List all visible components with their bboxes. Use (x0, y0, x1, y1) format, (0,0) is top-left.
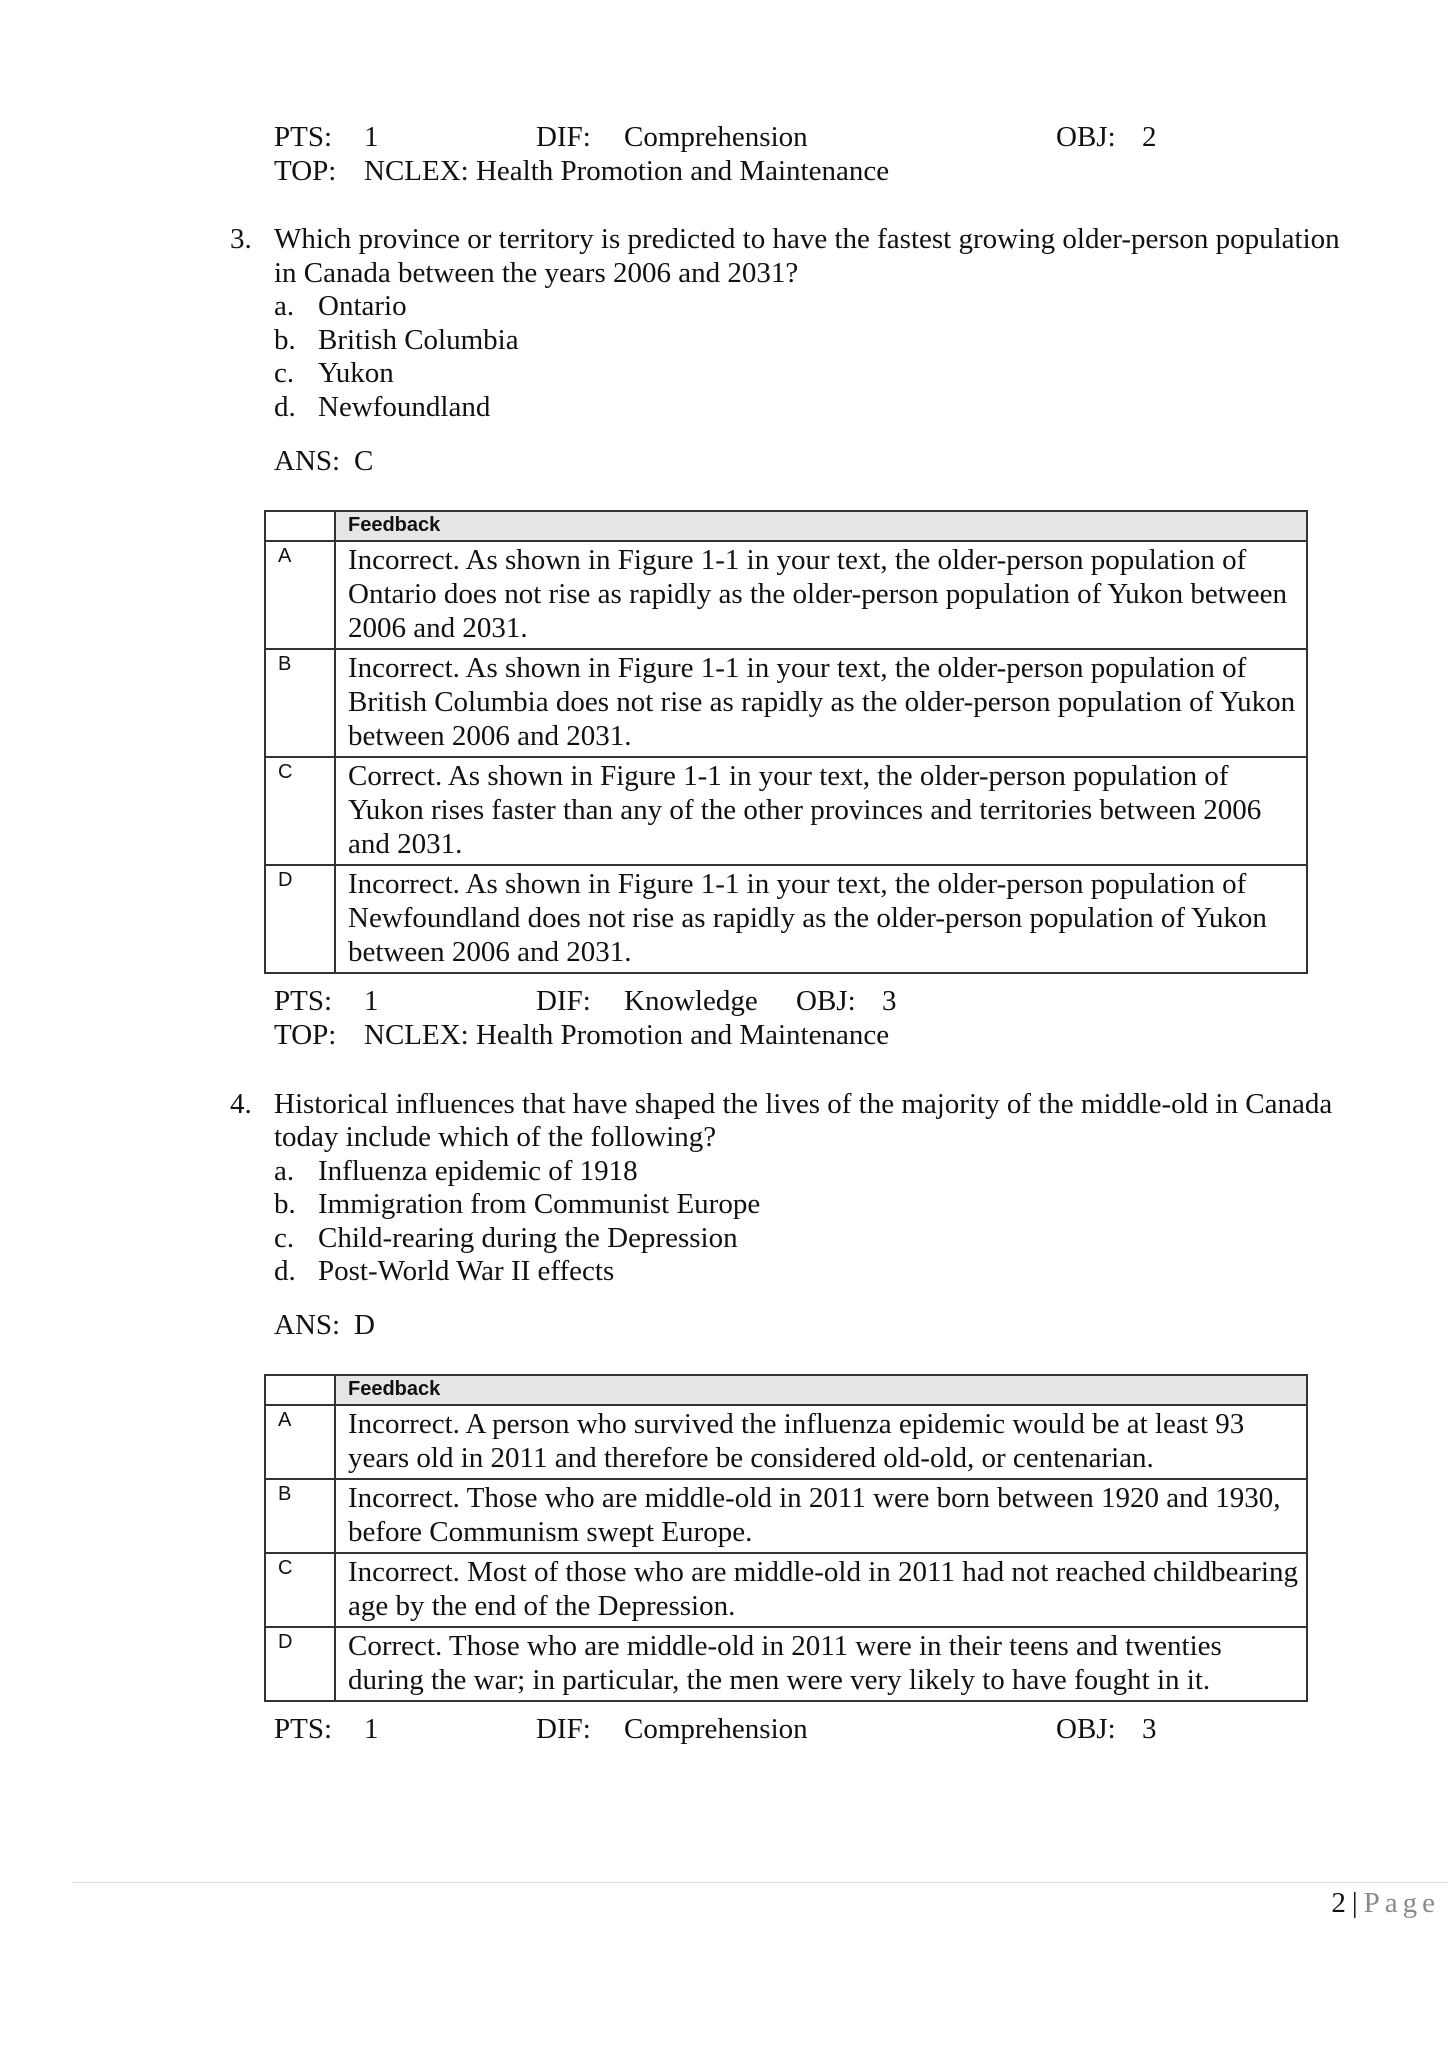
feedback-letter: D (265, 1627, 335, 1701)
dif-value: Comprehension (624, 121, 808, 153)
feedback-row (265, 1405, 1307, 1479)
feedback-header-row (265, 511, 1307, 541)
obj-label: OBJ: (796, 985, 856, 1017)
obj-label: OBJ: (1056, 1713, 1116, 1745)
option-text: Influenza epidemic of 1918 (318, 1155, 638, 1187)
question-stem: today include which of the following? (274, 1121, 717, 1153)
option-letter: d. (274, 1255, 296, 1287)
question-number: 4. (230, 1088, 252, 1120)
option-text: Immigration from Communist Europe (318, 1188, 761, 1220)
answer-value: D (354, 1309, 375, 1341)
dif-label: DIF: (536, 1713, 591, 1745)
dif-value: Comprehension (624, 1713, 808, 1745)
feedback-letter: B (265, 649, 335, 757)
option-text: Child-rearing during the Depression (318, 1222, 738, 1254)
feedback-text: Incorrect. Those who are middle-old in 2011 were born between 1920 and 1930, before Communism swept Europe. (335, 1479, 1307, 1553)
obj-value: 3 (1142, 1713, 1157, 1745)
feedback-header-row (265, 1375, 1307, 1405)
feedback-text: Incorrect. As shown in Figure 1-1 in your text, the older-person population of Newfoundland does not rise as rapidly as the older-person population of Yukon between 2006 and 2031. (335, 865, 1307, 973)
answer-label: ANS: (274, 1309, 341, 1341)
feedback-letter: A (265, 541, 335, 649)
option-text: Newfoundland (318, 391, 491, 423)
obj-value: 3 (882, 985, 897, 1017)
option-text: British Columbia (318, 324, 519, 356)
feedback-row (265, 1553, 1307, 1627)
option-letter: a. (274, 1155, 295, 1187)
feedback-text: Incorrect. A person who survived the influenza epidemic would be at least 93 years old in 2011 and therefore be considered old-old, or centenarian. (335, 1405, 1307, 1479)
feedback-text: Incorrect. As shown in Figure 1-1 in your text, the older-person population of British Columbia does not rise as rapidly as the older-person population of Yukon between 2006 and 2031. (335, 649, 1307, 757)
page-word: Page (1363, 1887, 1440, 1919)
feedback-letter: A (265, 1405, 335, 1479)
question-stem: in Canada between the years 2006 and 2031? (274, 257, 799, 289)
option-text: Ontario (318, 290, 407, 322)
feedback-header: Feedback (335, 511, 1307, 541)
top-value: NCLEX: Health Promotion and Maintenance (364, 1019, 890, 1051)
feedback-row (265, 757, 1307, 865)
feedback-row (265, 865, 1307, 973)
feedback-table (264, 510, 1308, 974)
feedback-row (265, 1627, 1307, 1701)
feedback-letter: C (265, 757, 335, 865)
feedback-text: Correct. As shown in Figure 1-1 in your text, the older-person population of Yukon rises faster than any of the other provinces and territories between 2006 and 2031. (335, 757, 1307, 865)
feedback-text: Incorrect. Most of those who are middle-old in 2011 had not reached childbearing age by the end of the Depression. (335, 1553, 1307, 1627)
answer-value: C (354, 445, 374, 477)
question-stem: Which province or territory is predicted to have the fastest growing older-person population (274, 223, 1340, 255)
top-value: NCLEX: Health Promotion and Maintenance (364, 155, 890, 187)
option-letter: b. (274, 1188, 296, 1220)
question-stem: Historical influences that have shaped the lives of the majority of the middle-old in Canada (274, 1088, 1333, 1120)
option-text: Post-World War II effects (318, 1255, 615, 1287)
option-letter: c. (274, 1222, 295, 1254)
feedback-letter: B (265, 1479, 335, 1553)
feedback-letter: C (265, 1553, 335, 1627)
option-letter: a. (274, 290, 295, 322)
option-letter: b. (274, 324, 296, 356)
option-letter: d. (274, 391, 296, 423)
footer-divider (72, 1882, 1448, 1883)
feedback-row (265, 649, 1307, 757)
page-number-footer (1331, 1886, 1440, 1920)
page-number: 2 (1331, 1887, 1346, 1919)
question-number: 3. (230, 223, 252, 255)
feedback-letter: D (265, 865, 335, 973)
obj-label: OBJ: (1056, 121, 1116, 153)
feedback-table (264, 1374, 1308, 1702)
answer-label: ANS: (274, 445, 341, 477)
top-label: TOP: (274, 155, 337, 187)
feedback-text: Correct. Those who are middle-old in 2011 were in their teens and twenties during the war; in particular, the men were very likely to have fought in it. (335, 1627, 1307, 1701)
option-text: Yukon (318, 357, 394, 389)
option-letter: c. (274, 357, 295, 389)
feedback-row (265, 1479, 1307, 1553)
page-separator: | (1351, 1887, 1358, 1919)
top-label: TOP: (274, 1019, 337, 1051)
obj-value: 2 (1142, 121, 1157, 153)
dif-label: DIF: (536, 121, 591, 153)
pts-label: PTS: (274, 121, 333, 153)
pts-value: 1 (364, 1713, 379, 1745)
dif-label: DIF: (536, 985, 591, 1017)
pts-value: 1 (364, 985, 379, 1017)
pts-label: PTS: (274, 985, 333, 1017)
feedback-text: Incorrect. As shown in Figure 1-1 in your text, the older-person population of Ontario does not rise as rapidly as the older-person population of Yukon between 2006 and 2031. (335, 541, 1307, 649)
pts-label: PTS: (274, 1713, 333, 1745)
feedback-header: Feedback (335, 1375, 1307, 1405)
feedback-row (265, 541, 1307, 649)
pts-value: 1 (364, 121, 379, 153)
dif-value: Knowledge (624, 985, 758, 1017)
